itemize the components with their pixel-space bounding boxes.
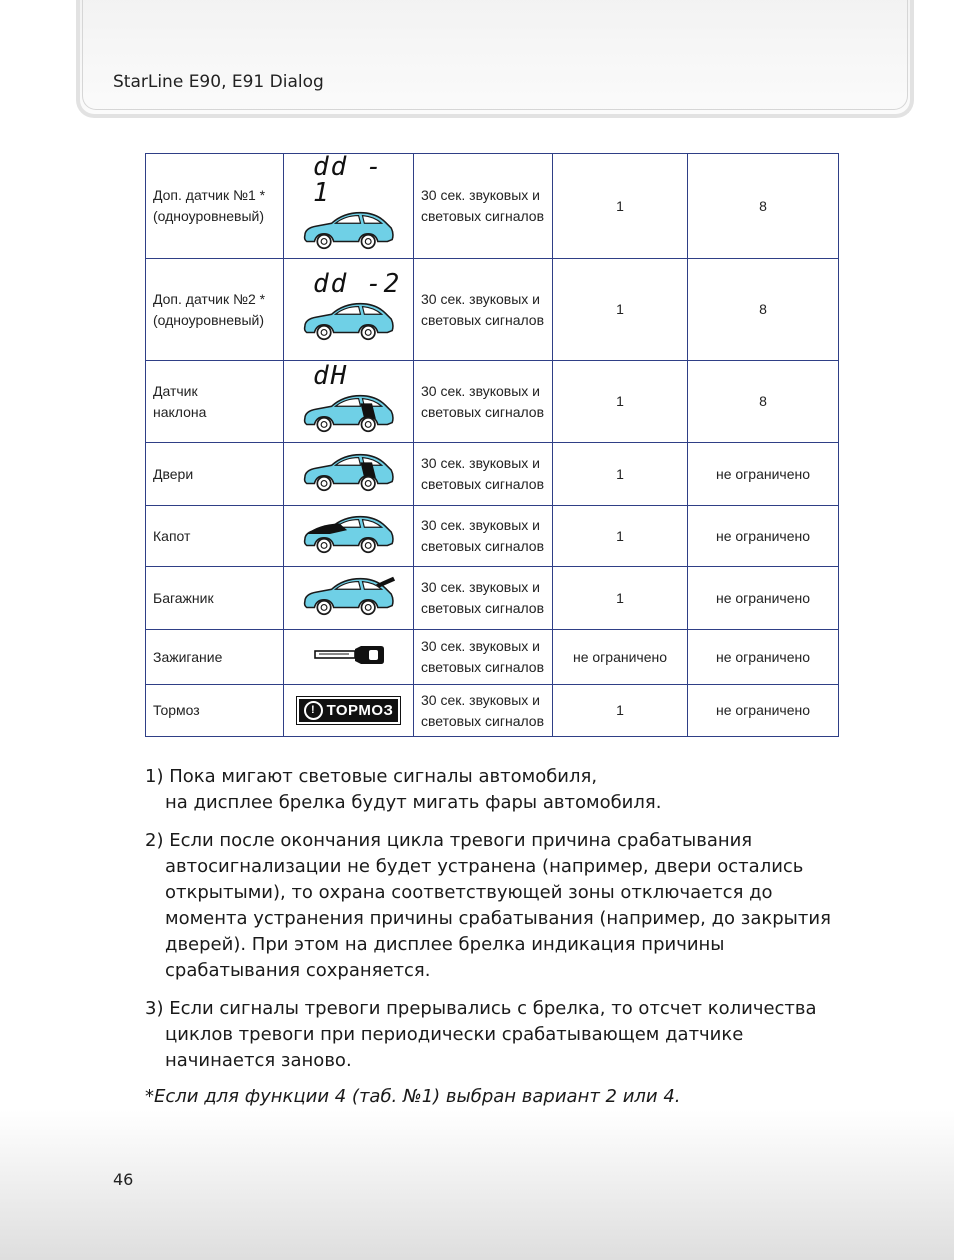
alarm-table	[145, 153, 839, 737]
indication-cell	[284, 443, 414, 506]
zone-name: Тормоз	[153, 702, 200, 718]
zone-name: Капот	[153, 527, 191, 544]
indication-cell	[284, 567, 414, 630]
table-row	[146, 259, 839, 361]
cycle-limit-cell: не ограничено	[688, 506, 839, 567]
signal-text-line-1: 30 сек. звуковых и	[421, 579, 540, 595]
car-trunk-icon	[301, 572, 397, 624]
signal-text-line-2: световых сигналов	[421, 208, 545, 224]
note-2	[145, 828, 845, 984]
signal-text-line-1: 30 сек. звуковых и	[421, 187, 540, 203]
table-row	[146, 154, 839, 259]
zone-name: Доп. датчик №2 *	[153, 290, 266, 307]
cycle-limit-cell: 8	[688, 154, 839, 259]
brake-badge-icon	[297, 697, 401, 724]
note-1-line-2: на дисплее брелка будут мигать фары автомобиля.	[165, 792, 662, 813]
signal-cell	[414, 443, 553, 506]
signal-cell	[414, 506, 553, 567]
zone-name-cell	[146, 443, 284, 506]
signal-cell	[414, 630, 553, 685]
car-sensor-2-icon	[301, 297, 397, 349]
indication-cell	[284, 154, 414, 259]
zone-name-detail: (одноуровневый)	[153, 311, 265, 328]
cycle-count-cell: 1	[553, 361, 688, 443]
table-row	[146, 630, 839, 685]
cycle-count-cell: 1	[553, 154, 688, 259]
indication-cell	[284, 361, 414, 443]
indication-cell	[284, 630, 414, 685]
signal-text-line-1: 30 сек. звуковых и	[421, 517, 540, 533]
zone-name: Датчик	[153, 382, 198, 399]
note-3	[145, 996, 845, 1074]
zone-name-cell	[146, 361, 284, 443]
zone-name-cell	[146, 154, 284, 259]
cycle-count-cell: 1	[553, 259, 688, 361]
cycle-count-cell: не ограничено	[553, 630, 688, 685]
signal-text-line-2: световых сигналов	[421, 403, 545, 420]
signal-text-line-1: 30 сек. звуковых и	[421, 691, 540, 708]
pager-display-code: dH	[313, 360, 349, 391]
zone-name: Доп. датчик №1 *	[153, 187, 266, 203]
signal-cell	[414, 259, 553, 361]
zone-name: Багажник	[153, 589, 214, 606]
cycle-count-cell: 1	[553, 506, 688, 567]
car-sensor-1-icon	[301, 206, 397, 258]
document-title: StarLine E90, E91 Dialog	[113, 72, 324, 92]
zone-name-detail: (одноуровневый)	[153, 208, 265, 224]
signal-text-line-1: 30 сек. звуковых и	[421, 638, 540, 654]
cycle-count-cell: 1	[553, 443, 688, 506]
signal-text-line-1: 30 сек. звуковых и	[421, 455, 540, 471]
zone-name: Зажигание	[153, 648, 223, 665]
header-inner-frame	[82, 0, 908, 110]
car-door-icon	[301, 448, 397, 500]
zone-name-cell	[146, 630, 284, 685]
footer-band	[0, 1110, 954, 1260]
note-2-line-1: 2) Если после окончания цикла тревоги причина срабатывания	[145, 830, 753, 851]
cycle-limit-cell: не ограничено	[688, 685, 839, 737]
signal-cell	[414, 361, 553, 443]
pager-display-code: dd - 1	[313, 152, 384, 208]
signal-text-line-1: 30 сек. звуковых и	[421, 290, 540, 307]
table-row	[146, 567, 839, 630]
brake-badge-label: ТОРМОЗ	[326, 702, 394, 719]
table-row	[146, 506, 839, 567]
cycle-count-cell: 1	[553, 685, 688, 737]
alarm-table-body	[146, 154, 839, 737]
indication-cell	[284, 685, 414, 737]
footnote: *Если для функции 4 (таб. №1) выбран вариант 2 или 4.	[145, 1086, 681, 1107]
cycle-limit-cell: 8	[688, 361, 839, 443]
cycle-count-cell: 1	[553, 567, 688, 630]
table-row	[146, 361, 839, 443]
page-number: 46	[113, 1170, 134, 1189]
note-3-line-1: 3) Если сигналы тревоги прерывались с брелка, то отсчет количества	[145, 998, 817, 1019]
ignition-key-icon	[313, 640, 385, 674]
signal-text-line-2: световых сигналов	[421, 659, 545, 675]
car-tilt-icon	[301, 389, 397, 441]
signal-text-line-2: световых сигналов	[421, 476, 545, 492]
note-2-line-2: автосигнализации не будет устранена (например, двери остались открытыми), то охрана соответствующей зоны отключается до момента устранения причины срабатывания (например, до закрытия дверей). При этом на дисплее брелка индикация причины срабатывания сохраняется.	[165, 856, 831, 981]
brake-badge	[297, 697, 401, 724]
table-row	[146, 685, 839, 737]
car-hood-icon	[301, 510, 397, 562]
signal-cell	[414, 685, 553, 737]
indication-cell	[284, 259, 414, 361]
notes-block	[145, 764, 845, 1086]
signal-text-line-2: световых сигналов	[421, 311, 545, 328]
signal-text-line-2: световых сигналов	[421, 538, 545, 554]
note-1	[145, 764, 845, 816]
cycle-limit-cell: не ограничено	[688, 567, 839, 630]
warning-circle-icon: !	[304, 701, 323, 720]
signal-text-line-1: 30 сек. звуковых и	[421, 382, 540, 399]
zone-name-cell	[146, 567, 284, 630]
signal-cell	[414, 154, 553, 259]
note-3-line-2: циклов тревоги при периодически срабатывающем датчике начинается заново.	[165, 1024, 744, 1071]
signal-cell	[414, 567, 553, 630]
note-1-line-1: 1) Пока мигают световые сигналы автомобиля,	[145, 766, 598, 787]
cycle-limit-cell: 8	[688, 259, 839, 361]
zone-name: Двери	[153, 465, 194, 482]
zone-name-detail: наклона	[153, 403, 207, 420]
cycle-limit-cell: не ограничено	[688, 443, 839, 506]
zone-name-cell	[146, 259, 284, 361]
cycle-limit-cell: не ограничено	[688, 630, 839, 685]
signal-text-line-2: световых сигналов	[421, 600, 545, 616]
zone-name-cell	[146, 506, 284, 567]
signal-text-line-2: световых сигналов	[421, 712, 545, 729]
zone-name-cell	[146, 685, 284, 737]
pager-display-code: dd -2	[313, 268, 402, 299]
table-row	[146, 443, 839, 506]
indication-cell	[284, 506, 414, 567]
